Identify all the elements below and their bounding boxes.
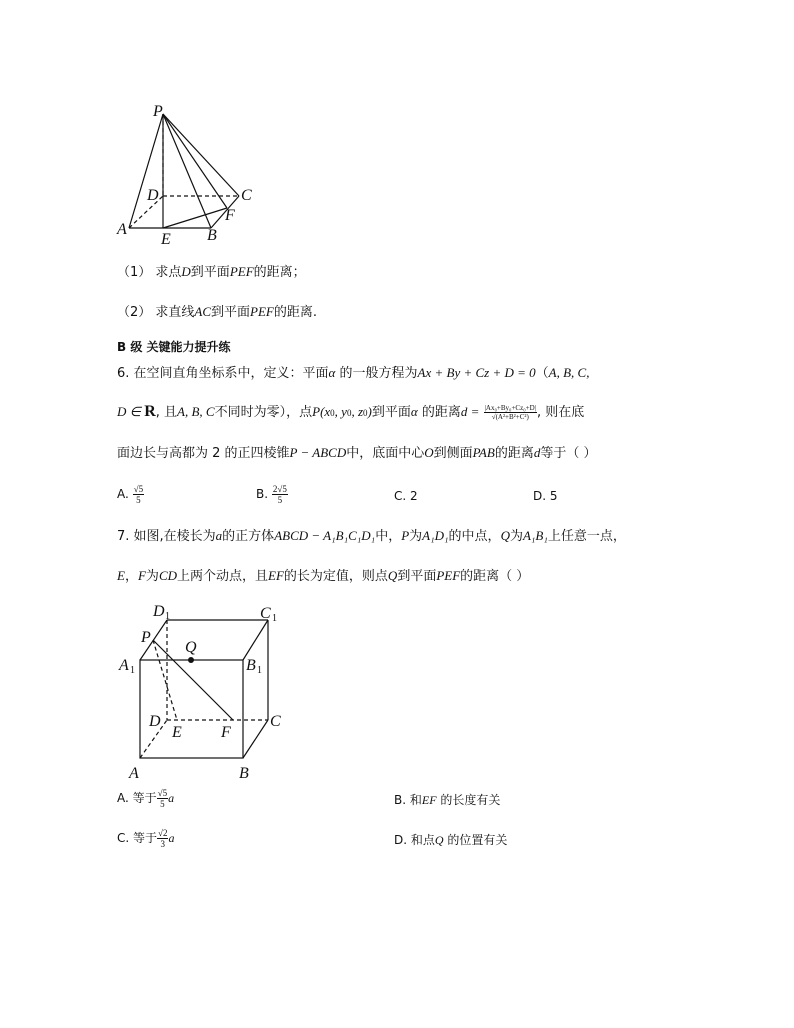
label-D1: D [153,603,165,620]
q6-line-1: 6. 在空间直角坐标系中，定义：平面α 的一般方程为Ax + By + Cz + D = 0（A, B, C, [117,365,590,381]
svg-text:1: 1 [272,613,277,624]
q6-option-c[interactable]: C. 2 [394,489,418,503]
label-D: D [147,187,159,204]
label-F: F [221,724,231,741]
q7-option-a[interactable]: A. 等于 $\frac{√5}{5}$ a [117,788,175,809]
q7-line-1: 7. 如图,在棱长为a的正方体ABCD − A₁B₁C₁D₁中，P为A₁D₁的中点，Q为A₁B₁上任意一点， [117,528,626,544]
question-part-1: （1） 求点D到平面PEF的距离； [117,264,306,280]
label-B: B [239,765,249,782]
label-A: A [129,765,139,782]
q6-option-b[interactable]: B. $\frac{2√5}{5}$ [256,484,287,505]
label-A1: A [119,657,129,674]
label-B: B [207,227,217,244]
label-P: P [141,629,151,646]
q6-line-2: D ∈ R, 且A, B, C不同时为零），点P(x0, y0, z0)到平面α 的距离d = $\frac{\text{|Ax₀+By₀+Cz₀+D|}}{\text{√(A²+B²+C²)}}$ , 则在底 [117,403,585,421]
svg-text:1: 1 [257,665,262,676]
label-C1: C [260,605,271,622]
label-Q: Q [185,639,197,656]
q6-option-d[interactable]: D. 5 [533,489,558,503]
figure-pyramid [115,100,265,250]
label-P: P [153,103,163,120]
label-D: D [149,713,161,730]
q7-option-c[interactable]: C. 等于 $\frac{√2}{3}$ a [117,828,175,849]
svg-text:1: 1 [165,611,170,622]
figure-cube [115,600,295,785]
label-E: E [172,724,182,741]
q7-option-b[interactable]: B. 和EF 的长度有关 [394,793,501,807]
question-part-2: （2） 求直线AC到平面PEF的距离. [117,304,318,320]
label-F: F [225,207,235,224]
svg-text:1: 1 [130,665,135,676]
q7-line-2: E，F为CD上两个动点，且EF的长为定值，则点Q到平面PEF的距离（ ） [117,568,530,584]
label-A: A [117,221,127,238]
label-C: C [241,187,252,204]
q7-option-d[interactable]: D. 和点Q 的位置有关 [394,833,508,847]
label-C: C [270,713,281,730]
label-B1: B [246,657,256,674]
q6-option-a[interactable]: A. $\frac{√5}{5}$ [117,484,144,505]
distance-formula: $\frac{\text{|Ax₀+By₀+Cz₀+D|}}{\text{√(A²+B²+C²)}}$ [484,404,537,421]
q6-line-3: 面边长与高都为 2 的正四棱锥P − ABCD中，底面中心O到侧面PAB的距离d等于（ ） [117,445,597,461]
section-heading: B 级 关键能力提升练 [117,340,231,354]
label-E: E [161,231,171,248]
